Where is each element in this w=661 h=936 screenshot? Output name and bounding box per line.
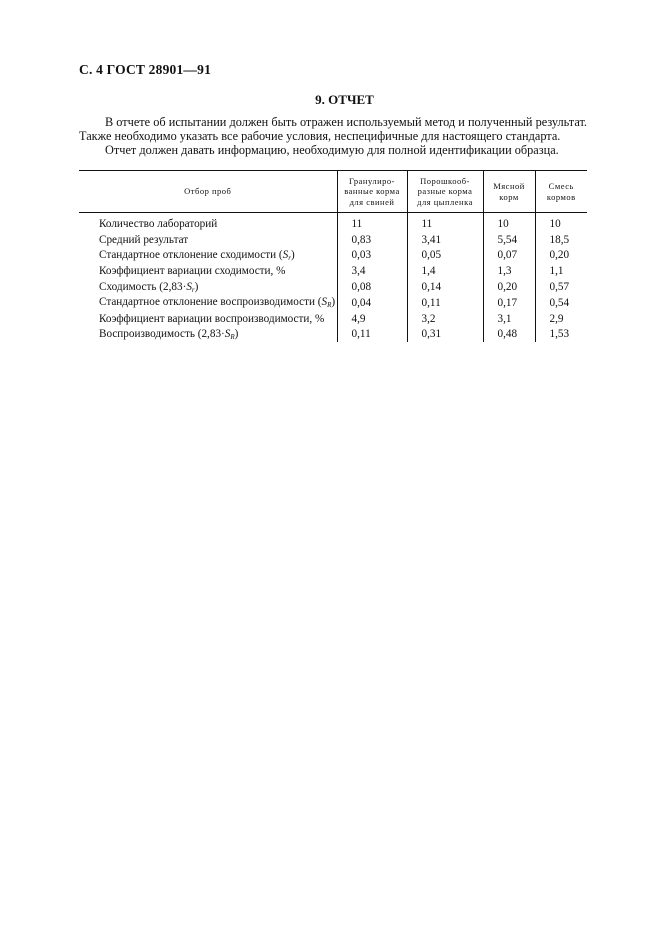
row-label: Сходимость $(2,83\cdot S_r)$ (79, 279, 337, 295)
paragraph-report-content: В отчете об испытании должен быть отражен используемый метод и полученный результат. Также необходимо указать все рабочие условия, неспецифичные для настоящего стандарта. (79, 115, 587, 143)
section-title-text: ОТЧЕТ (328, 92, 374, 107)
cell-value: 1,1 (535, 263, 587, 279)
precision-table (79, 170, 587, 342)
header-meat-feed: Мясной корм (483, 171, 535, 213)
header-pig-feed: Гранулиро-ванные корма для свиней (337, 171, 407, 213)
cell-value: 0,08 (337, 279, 407, 295)
cell-value: 1,53 (535, 327, 587, 343)
cell-value: 1,4 (407, 263, 483, 279)
cell-value: 11 (337, 213, 407, 232)
cell-value: 0,17 (483, 295, 535, 311)
cell-value: 3,41 (407, 232, 483, 248)
cell-value: 0,11 (407, 295, 483, 311)
page-header: С. 4 ГОСТ 28901—91 (79, 62, 212, 77)
row-label: Воспроизводимость $(2,83\cdot S_R)$ (79, 327, 337, 343)
cell-value: 0,03 (337, 248, 407, 264)
cell-value: 2,9 (535, 311, 587, 327)
cell-value: 0,83 (337, 232, 407, 248)
cell-value: 0,20 (483, 279, 535, 295)
cell-value: 0,54 (535, 295, 587, 311)
cell-value: 4,9 (337, 311, 407, 327)
table-row (79, 295, 587, 311)
cell-value: 0,31 (407, 327, 483, 343)
table-row (79, 263, 587, 279)
cell-value: 0,48 (483, 327, 535, 343)
row-label: Коэффициент вариации воспроизводимости, % (79, 311, 337, 327)
table-row (79, 327, 587, 343)
paragraph-sample-identification: Отчет должен давать информацию, необходимую для полной идентификации образца. (105, 143, 559, 157)
row-label: Стандартное отклонение воспроизводимости $(S_R)$ (79, 295, 337, 311)
row-label: Стандартное отклонение сходимости $(S_r)$ (79, 248, 337, 264)
cell-value: 0,11 (337, 327, 407, 343)
section-number: 9. (315, 92, 325, 107)
section-title (0, 92, 661, 108)
header-sampling: Отбор проб (79, 171, 337, 213)
cell-value: 3,2 (407, 311, 483, 327)
cell-value: 0,04 (337, 295, 407, 311)
cell-value: 0,05 (407, 248, 483, 264)
cell-value: 11 (407, 213, 483, 232)
row-label: Средний результат (79, 232, 337, 248)
header-feed-mix: Смесь кормов (535, 171, 587, 213)
row-label: Коэффициент вариации сходимости, % (79, 263, 337, 279)
cell-value: 0,20 (535, 248, 587, 264)
cell-value: 10 (535, 213, 587, 232)
cell-value: 3,1 (483, 311, 535, 327)
header-chicken-feed: Порошкооб-разные корма для цыпленка (407, 171, 483, 213)
table-row (79, 311, 587, 327)
cell-value: 0,07 (483, 248, 535, 264)
table-body (79, 213, 587, 343)
cell-value: 0,14 (407, 279, 483, 295)
cell-value: 0,57 (535, 279, 587, 295)
cell-value: 3,4 (337, 263, 407, 279)
row-label: Количество лабораторий (79, 213, 337, 232)
cell-value: 1,3 (483, 263, 535, 279)
cell-value: 18,5 (535, 232, 587, 248)
cell-value: 5,54 (483, 232, 535, 248)
cell-value: 10 (483, 213, 535, 232)
table-row (79, 232, 587, 248)
table-row (79, 213, 587, 232)
table-row (79, 248, 587, 264)
table-row (79, 279, 587, 295)
table-header-row (79, 171, 587, 213)
